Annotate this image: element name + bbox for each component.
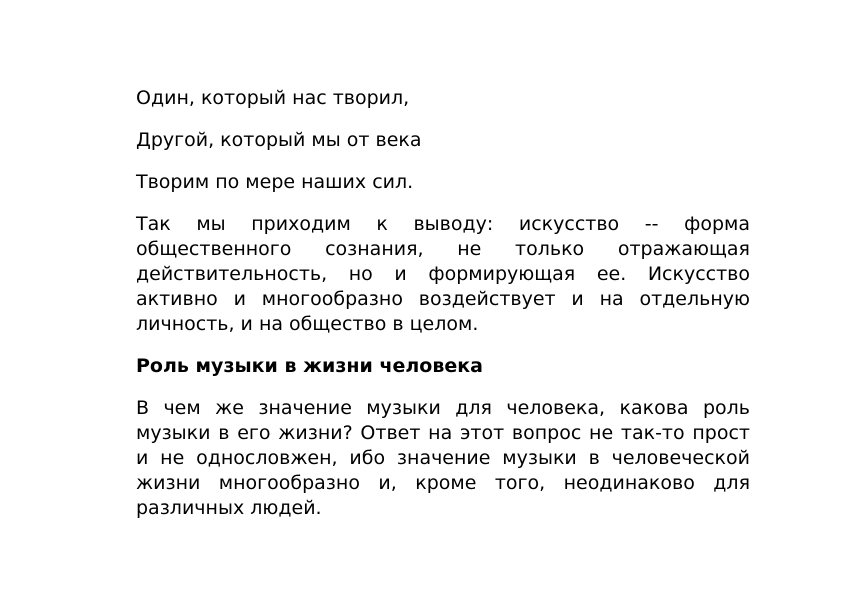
verse-line-3: Творим по мере наших сил. <box>136 171 414 193</box>
paragraph-music-role: В чем же значение музыки для человека, какова роль музыки в его жизни? Ответ на этот вопрос не так-то прост и не однословжен, ибо значение музыки в человеческой жизни многообразно и, кроме того, неодинаково для различных людей. <box>136 397 750 519</box>
document-body <box>136 86 750 538</box>
section-heading: Роль музыки в жизни человека <box>136 355 483 377</box>
verse-line-2: Другой, который мы от века <box>136 129 422 151</box>
verse-line-1: Один, который нас творил, <box>136 87 410 109</box>
paragraph-conclusion: Так мы приходим к выводу: искусство -- форма общественного сознания, не только отражающая действительность, но и формирующая ее. Искусство активно и многообразно воздействует и на отдельную личность, и на общество в целом. <box>136 213 750 335</box>
